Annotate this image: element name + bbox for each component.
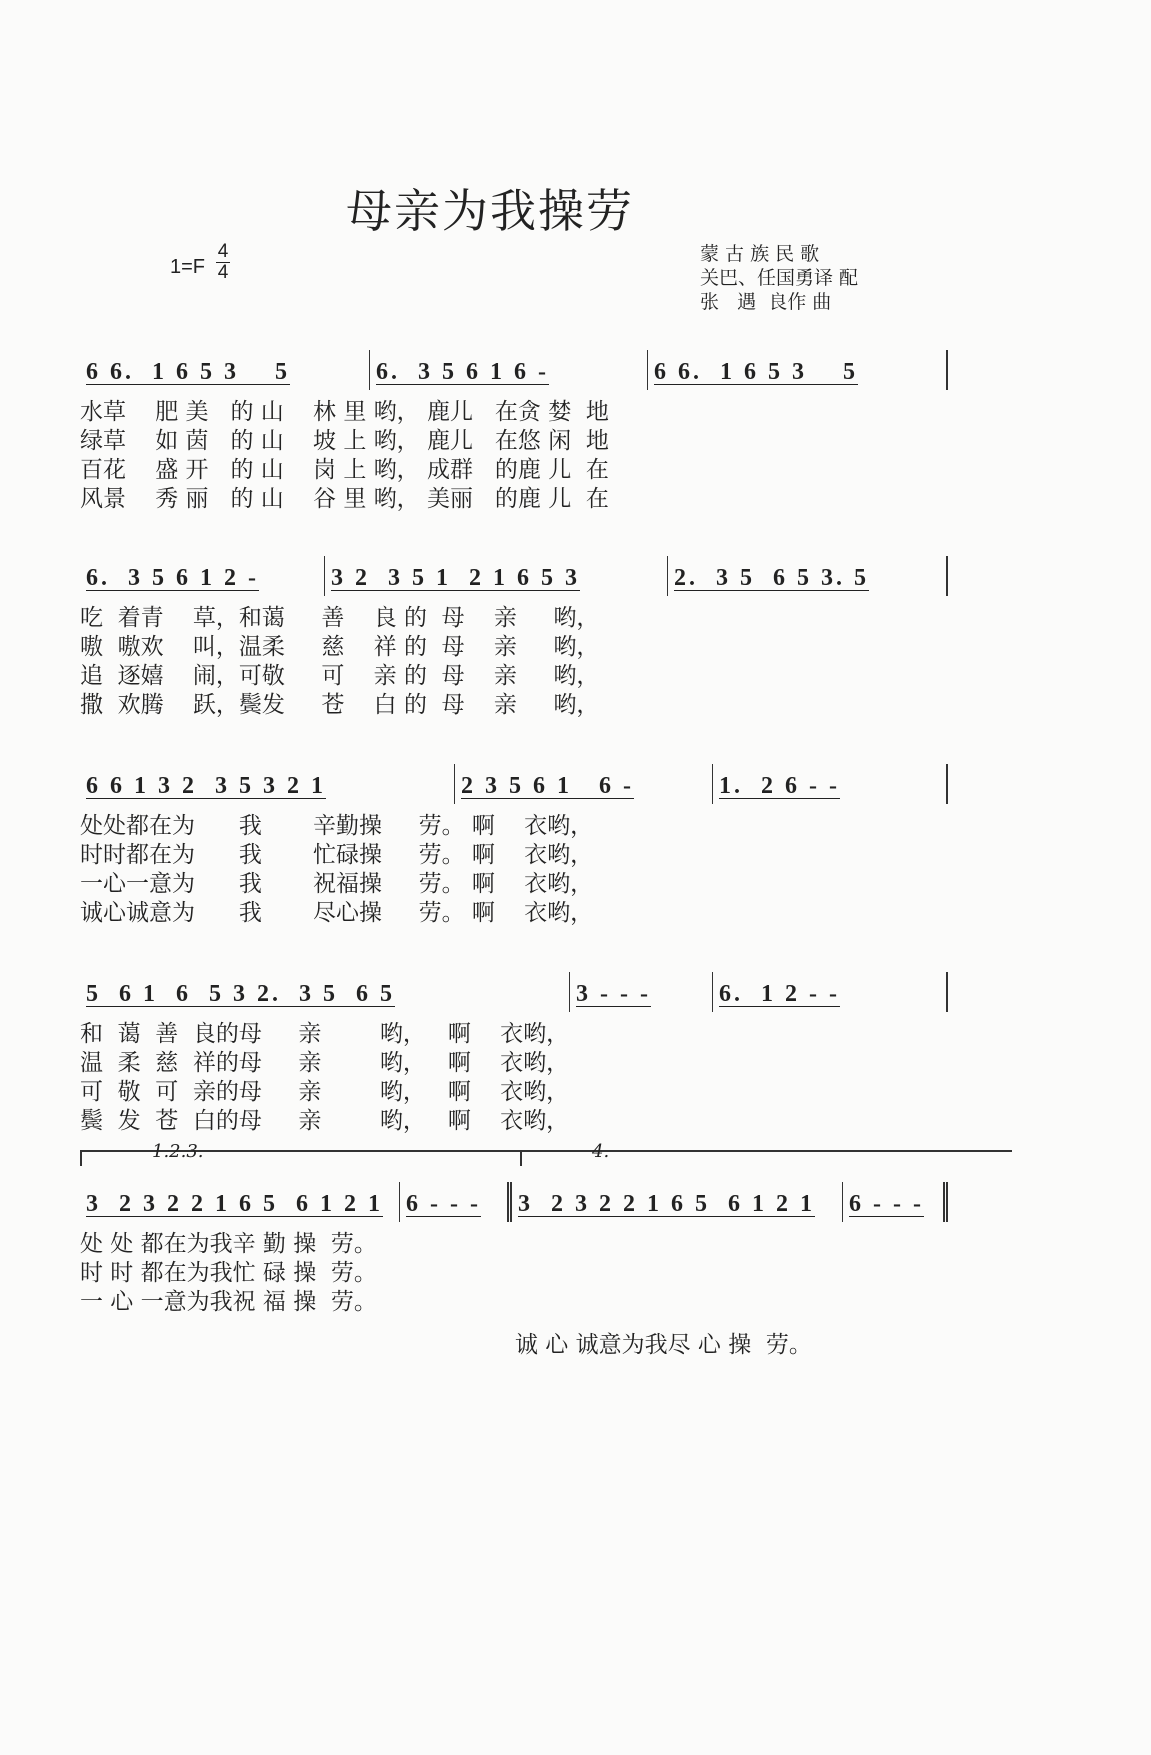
lyric-verse-3: 可 敬 可 亲的母 亲 哟， 啊 衣哟， xyxy=(80,1079,570,1105)
measure: 6 6. 1 6 5 3 5 xyxy=(648,350,948,390)
measure: 1. 2 6 - - xyxy=(713,764,948,804)
volta-ending-2 xyxy=(520,1141,1012,1166)
system-5 xyxy=(80,1141,948,1360)
volta-ending-1 xyxy=(80,1141,567,1166)
song-title: 母亲为我操劳 xyxy=(346,184,634,238)
measure: 5 6 1 6 5 3 2. 3 5 6 5 xyxy=(80,972,570,1012)
lyric-verse-2: 时时都在为 我 忙碌操 劳。 啊 衣哟， xyxy=(80,842,594,868)
lyric-verse-1: 处 处 都在为我辛 勤 操 劳。 xyxy=(80,1231,377,1257)
measure: 6. 3 5 6 1 2 - xyxy=(80,556,325,596)
measure-repeat-end: 6 - - - xyxy=(400,1182,512,1222)
time-bottom: 4 xyxy=(217,262,229,283)
measure: 6 6 1 3 2 3 5 3 2 1 xyxy=(80,764,455,804)
lyric-verse-3: 追 逐嬉 闹，可敬 可 亲 的 母 亲 哟， xyxy=(80,663,600,689)
lyric-verse-2: 绿草 如 茵 的 山 坡 上 哟， 鹿儿 在悠 闲 地 xyxy=(80,428,609,454)
lyric-verse-4: 风景 秀 丽 的 山 谷 里 哟， 美丽 的鹿 儿 在 xyxy=(80,486,609,512)
measure: 3 - - - xyxy=(570,972,713,1012)
lyric-verse-1: 和 蔼 善 良的母 亲 哟， 啊 衣哟， xyxy=(80,1021,570,1047)
measure: 2. 3 5 6 5 3. 5 xyxy=(668,556,948,596)
lyric-verse-1: 吃 着青 草，和蔼 善 良 的 母 亲 哟， xyxy=(80,605,600,631)
system-4 xyxy=(80,972,948,1136)
credits xyxy=(700,242,858,314)
lyric-verse-3: 一 心 一意为我祝 福 操 劳。 xyxy=(80,1289,377,1315)
credit-translator: 关巴、任国勇译 配 xyxy=(700,267,859,289)
measure: 3 2 3 2 2 1 6 5 6 1 2 1 xyxy=(80,1182,400,1222)
time-signature xyxy=(216,242,230,283)
volta-2-label: 4. xyxy=(592,1141,610,1162)
system-3 xyxy=(80,764,948,928)
measure: 6. 3 5 6 1 6 - xyxy=(370,350,648,390)
measure-final: 6 - - - xyxy=(843,1182,948,1222)
lyric-verse-3: 百花 盛 开 的 山 岗 上 哟， 成群 的鹿 儿 在 xyxy=(80,457,609,483)
lyric-verse-4: 诚 心 诚意为我尽 心 操 劳。 xyxy=(515,1332,812,1358)
lyric-verse-2: 时 时 都在为我忙 碌 操 劳。 xyxy=(80,1260,377,1286)
measure: 6 6. 1 6 5 3 5 xyxy=(80,350,370,390)
credit-origin: 蒙 古 族 民 歌 xyxy=(700,243,820,265)
key-signature: 1=F xyxy=(170,256,206,278)
measure: 2 3 5 6 1 6 - xyxy=(455,764,713,804)
time-top: 4 xyxy=(217,241,229,262)
lyric-verse-2: 嗷 嗷欢 叫，温柔 慈 祥 的 母 亲 哟， xyxy=(80,634,600,660)
lyric-verse-4: 撒 欢腾 跃，鬓发 苍 白 的 母 亲 哟， xyxy=(80,692,600,718)
measure: 3 2 3 2 2 1 6 5 6 1 2 1 xyxy=(512,1182,843,1222)
measure: 3 2 3 5 1 2 1 6 5 3 xyxy=(325,556,668,596)
credit-composer: 张 遇 良作 曲 xyxy=(700,291,832,313)
lyric-verse-4: 鬓 发 苍 白的母 亲 哟， 啊 衣哟， xyxy=(80,1108,570,1134)
system-2 xyxy=(80,556,948,720)
lyric-verse-1: 水草 肥 美 的 山 林 里 哟， 鹿儿 在贪 婪 地 xyxy=(80,399,609,425)
lyric-verse-3: 一心一意为 我 祝福操 劳。 啊 衣哟， xyxy=(80,871,594,897)
lyric-verse-4: 诚心诚意为 我 尽心操 劳。 啊 衣哟， xyxy=(80,900,594,926)
system-1 xyxy=(80,350,948,514)
lyric-verse-2: 温 柔 慈 祥的母 亲 哟， 啊 衣哟， xyxy=(80,1050,570,1076)
lyric-verse-1: 处处都在为 我 辛勤操 劳。 啊 衣哟， xyxy=(80,813,594,839)
volta-1-label: 1.2.3. xyxy=(152,1141,204,1162)
measure: 6. 1 2 - - xyxy=(713,972,948,1012)
